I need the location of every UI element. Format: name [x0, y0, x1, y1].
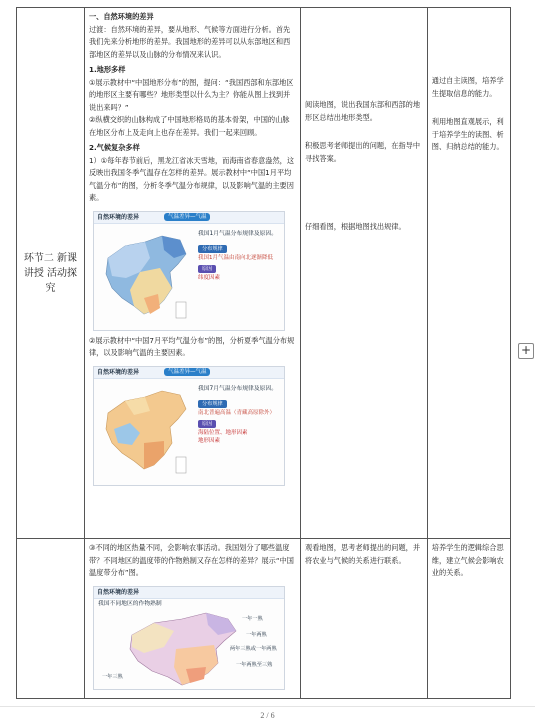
stage-label: 环节二 新课讲授 活动探究 — [23, 252, 78, 294]
slide-january-temperature — [93, 211, 285, 331]
reason-text: 海陆位置、地形因素 — [197, 430, 248, 436]
paragraph-temperature-zones: ③不同的地区热量不同，会影响农事活动。我国划分了哪些温度带？不同地区的温度带的作物熟制又存在怎样的差异？展示“中国温度带分布”图。 — [88, 543, 294, 577]
stage-cell-continued — [17, 539, 85, 699]
china-map-july-image — [100, 383, 192, 478]
distribution-text: 南北普遍高温（青藏高原除外） — [197, 409, 275, 416]
reason-text: 纬度因素 — [197, 275, 220, 281]
crop-zone-label: 一年两熟至三熟 — [235, 661, 273, 668]
table-row — [17, 539, 511, 699]
student-activity-2: 积极思考老师提出的问题，在指导中寻找答案。 — [305, 141, 421, 163]
page-divider — [0, 706, 535, 707]
design-intent-1: 通过自主读图，培养学生提取信息的能力。 — [431, 76, 504, 98]
crop-zone-label: 一年一熟 — [241, 615, 263, 622]
slide-tag: 自然环境的差异 — [96, 213, 139, 221]
slide-pill: 气温差异—气温 — [164, 368, 211, 376]
slide-question: 我国7月气温分布规律及原因。 — [197, 385, 278, 392]
stage-cell — [17, 8, 85, 539]
crop-zone-label: 一年三熟 — [101, 673, 123, 680]
slide-pill: 气温差异—气温 — [164, 213, 211, 221]
design-intent-2: 利用地图直观展示，利于培养学生的读图、析图、归纳总结的能力。 — [431, 117, 504, 151]
design-intent-3: 培养学生的逻辑综合思维，建立气候会影响农业的关系。 — [431, 543, 504, 577]
design-intent-cell — [427, 8, 510, 539]
student-activity-cell — [301, 8, 428, 539]
slide-temperature-zones — [93, 586, 285, 690]
transition-text: 过渡：自然环境的差异，要从地形、气候等方面进行分析。首先我们先来分析地形的差异。我国地形的差异可以从东部地区和西部地区的差异以及山脉的分布情况来认识。 — [88, 24, 291, 59]
subtitle-terrain: 1.地形多样 — [88, 65, 126, 74]
china-map-january-image — [100, 228, 192, 323]
section1-title: 一、自然环境的差异 — [88, 12, 154, 21]
reason-label: 原因 — [198, 265, 216, 273]
student-activity-4: 观看地图，思考老师提出的问题，并将农业与气候的关系进行联系。 — [305, 543, 421, 565]
distribution-text: 我国1月气温由南向北逐渐降低 — [197, 254, 273, 261]
distribution-label: 分布规律 — [198, 400, 227, 408]
add-button[interactable]: + — [518, 343, 534, 359]
slide-july-temperature — [93, 366, 285, 486]
slide-question: 我国不同地区的作物熟制 — [97, 600, 162, 607]
student-activity-cell-2 — [301, 539, 428, 699]
crop-zone-label: 两年三熟或一年两熟 — [229, 645, 277, 652]
student-activity-1: 阅读地图，说出我国东部和西部的地形区总结出地形类型。 — [305, 100, 421, 122]
reason-text-2: 地形因素 — [197, 437, 220, 444]
page-number: 2 / 6 — [260, 711, 275, 720]
slide-tag: 自然环境的差异 — [96, 368, 139, 376]
design-intent-cell-2 — [427, 539, 510, 699]
reason-label: 原因 — [198, 420, 216, 428]
paragraph-terrain-q: ①展示教材中“中国地形分布”的图，提问：“我国西部和东部地区的地形区主要有哪些？地形类型以什么为主？你能从图上找到并说出来吗？” — [88, 77, 294, 112]
paragraph-january: 1）①每年春节前后，黑龙江省冰天雪地，而海南省春意盎然，这反映出我国冬季气温存在怎样的差异。展示教材中“中国1月平均气温分布”的图，分析冬季气温分布规律，以及影响气温的主要因素。 — [88, 155, 295, 202]
slide-question: 我国1月气温分布规律及原因。 — [197, 230, 278, 237]
lesson-plan-table — [16, 7, 511, 699]
student-activity-3: 仔细看图，根据地图找出规律。 — [305, 222, 406, 231]
distribution-label: 分布规律 — [198, 245, 227, 253]
paragraph-mountains: ②纵横交织的山脉构成了中国地形格局的基本骨架，中国的山脉在地区分布上及走向上也存在差异。我们一起来回顾。 — [88, 115, 290, 137]
paragraph-july: ②展示教材中“中国7月平均气温分布”的图，分析夏季气温分布规律，以及影响气温的主要因素。 — [88, 335, 295, 357]
crop-zone-label: 一年两熟 — [245, 631, 267, 638]
table-row — [17, 8, 511, 539]
slide-tag: 自然环境的差异 — [96, 588, 139, 596]
crop-zones-map-image — [124, 609, 244, 687]
teacher-activity-cell — [84, 8, 300, 539]
teacher-activity-cell-2 — [84, 539, 300, 699]
subtitle-climate: 2.气候复杂多样 — [88, 143, 140, 152]
